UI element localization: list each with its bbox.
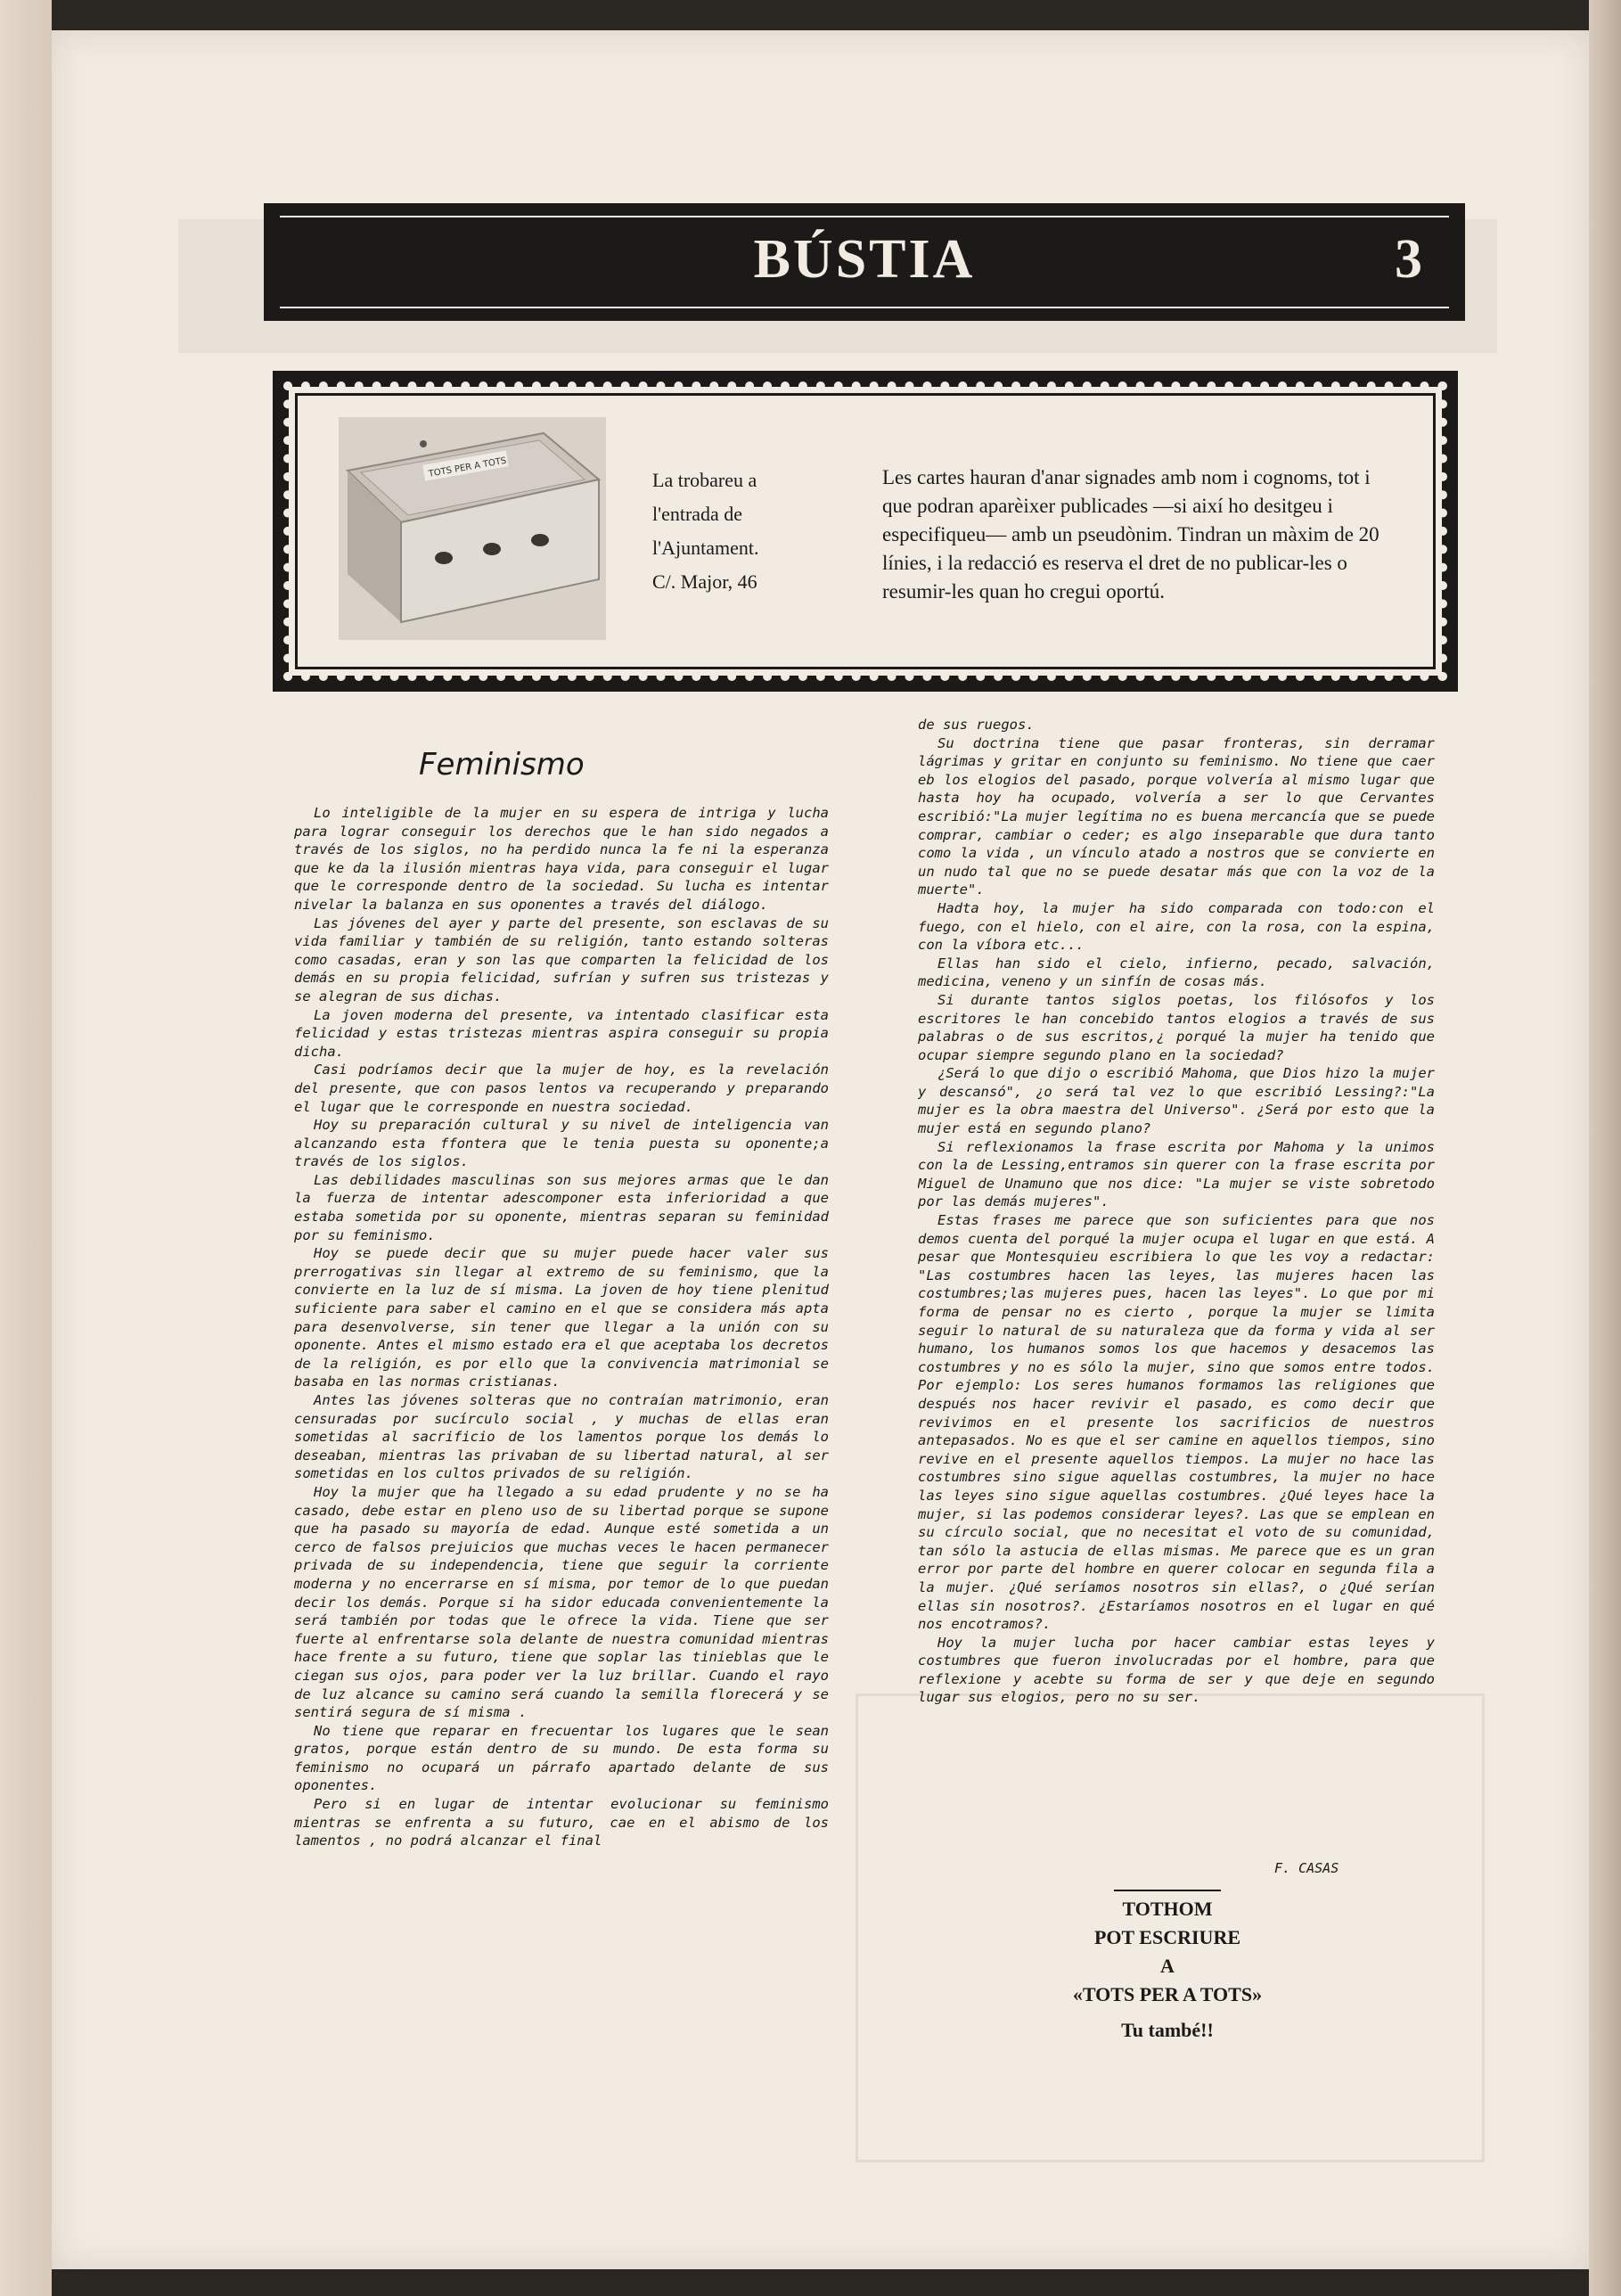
page-edge-left [0, 0, 52, 2296]
location-line: La trobareu a [652, 469, 757, 491]
article-paragraph: Las debilidades masculinas son sus mejores armas que le dan la fuerza de intentar adescomponer esta inferioridad a que estaba sometida por su oponente, mientras separan su feminidad por su feminismo. [294, 1171, 829, 1243]
callout-line: POT ESCRIURE [1093, 1926, 1241, 1948]
article-paragraph: Ellas han sido el cielo, infierno, pecado, salvación, medicina, veneno y un sinfín de cosas más. [918, 955, 1435, 990]
author-signature: F. CASAS [1274, 1860, 1339, 1876]
article-paragraph: Hoy la mujer lucha por hacer cambiar estas leyes y costumbres que fueron involucradas por el hombre, para que reflexione y acebte su forma de ser y que deje en segundo lugar sus elogios, pero no su ser. [918, 1634, 1435, 1706]
article-paragraph: Hadta hoy, la mujer ha sido comparada con todo:con el fuego, con el hielo, con el aire, con la rosa, con la espina, con la víbora etc... [918, 899, 1435, 954]
callout-line: TOTHOM [1122, 1898, 1213, 1920]
article-paragraph: Si reflexionamos la frase escrita por Mahoma y la unimos con la de Lessing,entramos sin querer con la frase escrita por Miguel de Unamuno que nos dice: "La mujer se viste sobretodo por las demás mujeres". [918, 1138, 1435, 1210]
section-header [264, 203, 1465, 321]
article-paragraph: Lo inteligible de la mujer en su espera de intriga y lucha para lograr conseguir los derechos que le han sido negados a través de los siglos, no ha perdido nunca la fe ni la esperanza que ke da la ilusión mientras haya vida, para conseguir el lugar que le corresponde dentro de la sociedad. Su lucha es intentar nivelar la balanza en sus oponentes a través del diálogo. [294, 805, 829, 913]
article-paragraph: Antes las jóvenes solteras que no contraían matrimonio, eran censuradas por sucírculo social , y muchas de ellas eran sometidas al sacrificio de los lamentos porque los demás lo deseaban, mientras las privaban de su libertad natural, al ser sometidas en los cultos privados de su religión. [294, 1392, 829, 1482]
section-title: BÚSTIA [753, 229, 976, 290]
article-paragraph: Casi podríamos decir que la mujer de hoy, es la revelación del presente, que con pasos lentos va recuperando y preparando el lugar que le corresponde en nuestra sociedad. [294, 1062, 829, 1115]
article-paragraph: Pero si en lugar de intentar evolucionar su feminismo mientras se enfrenta a su futuro, cae en el abismo de los lamentos , no podrá alcanzar el final [294, 1796, 829, 1849]
write-to-us-callout [1007, 1890, 1328, 2045]
page-edge-right [1589, 0, 1621, 2296]
article-paragraph: Las jóvenes del ayer y parte del presente, son esclavas de su vida familiar y también de su religión, tanto estando solteras como casadas, eran y son las que comparten la felicidad de los demás en su propia felicidad, sufrían y sufren sus tristezas y se alegran de sus dichas. [294, 914, 829, 1004]
callout-line: «TOTS PER A TOTS» [1072, 1983, 1263, 2005]
article-paragraph: No tiene que reparar en frecuentar los lugares que le sean gratos, porque están dentro de su mundo. De esta forma su feminismo no ocupará un párrafo apartado delante de sus oponentes. [294, 1722, 829, 1794]
location-line: l'Ajuntament. [652, 537, 759, 559]
article-paragraph: Si durante tantos siglos poetas, los filósofos y los escritores le han concebido tantos elogios a través de sus palabras o de sus escritos,¿ porqué la mujer ha tenido que ocupar siempre segundo plano en la sociedad? [918, 991, 1435, 1063]
callout-line: Tu també!! [1121, 2019, 1214, 2041]
submission-rules: Les cartes hauran d'anar signades amb nom i cognoms, tot i que podran aparèixer publicades —si així ho desitgeu i especifiqueu— amb un pseudònim. Tindran un màxim de 20 línies, i la redacció es reserva el dret de no publicar-les o resumir-les quan ho cregui oportú. [882, 466, 1379, 603]
mailbox-photo [339, 417, 606, 640]
article-paragraph: Hoy se puede decir que su mujer puede hacer valer sus prerrogativas sin llegar al extremo de su feminismo, que la convierte en la luz de sí misma. La joven de hoy tiene plenitud suficiente para saber el camino en el que se considera más apta para desenvolverse, sin tener que llegar a la unión con su oponente. Antes el mismo estado era el que aceptaba los decretos de la religión, es por ello que la convivencia matrimonial se basaba en las normas cristianas. [294, 1245, 829, 1390]
article-paragraph: Hoy su preparación cultural y su nivel de inteligencia van alcanzando esta ffontera que le tenia puesta su oponente;a través de los siglos. [294, 1117, 829, 1170]
article-title: Feminismo [419, 747, 585, 783]
page-number: 3 [1395, 229, 1422, 290]
location-line: C/. Major, 46 [652, 570, 757, 593]
article-paragraph: Hoy la mujer que ha llegado a su edad prudente y no se ha casado, debe estar en pleno uso de su libertad porque se supone que ha pasado su mayoría de edad. Aunque esté sometida a un cerco de falsos prejuicios que muchas veces le hacen permanecer privada de su independencia, tiene que seguir la corriente moderna y no encerrarse en sí misma, por temor de lo que puedan decir los demás. Porque si ha sidor educada convenientemente la será también por todas que le ofrece la vida. Tiene que ser fuerte al enfrentarse sola delante de nuestra comunidad mientras hace frente a su futuro, tiene que soplar las tinieblas que le ciegan sus ojos, para poder ver la luz brillar. Cuando el rayo de luz alcance su camino será cuando la semilla florecerá y se sentirá segura de sí misma . [294, 1483, 829, 1721]
article-paragraph: ¿Será lo que dijo o escribió Mahoma, que Dios hizo la mujer y descansó", ¿o será tal vez lo que escribió Lessing?:"La mujer es la obra maestra del Universo". ¿Será por esto que la mujer está en segundo plano? [918, 1065, 1435, 1137]
article-column-left [294, 804, 829, 2034]
article-column-right [918, 716, 1435, 1843]
article-paragraph: La joven moderna del presente, va intentado clasificar esta felicidad y estas tristezas mientras aspira conseguir su propia dicha. [294, 1006, 829, 1060]
callout-line: A [1160, 1955, 1175, 1977]
mailbox-label: TOTS PER A TOTS [428, 455, 508, 480]
location-info [652, 463, 813, 599]
article-paragraph: Su doctrina tiene que pasar fronteras, sin derramar lágrimas y gritar en conjunto su feminismo. No tiene que caer eb los elogios del pasado, porque volvería al mismo lugar que hasta hoy ha ocupado, volvería a ser lo que Cervantes escribió:"La mujer legítima no es buena mercancía que se puede comprar, cambiar o ceder; es algo inseparable que dura tanto como la vida , un vínculo atado a nostros que se convierte en un nudo tal que no se puede desatar más que con la voz de la muerte". [918, 734, 1435, 898]
article-paragraph: Estas frases me parece que son suficientes para que nos demos cuenta del porqué la mujer ocupa el lugar en que está. A pesar que Montesquieu escribiera lo que les voy a redactar: "Las costumbres hacen las leyes, las mujeres hacen las costumbres;las mujeres pues, hacen las leyes". Lo que por mi forma de pensar no es cierto , porque la mujer se limita seguir lo natural de su naturaleza que da forma y vida al ser humano, los humanos somos los que hacemos y desacemos las costumbres y no es sólo la mujer, sino que somos entre todos. Por ejemplo: Los seres humanos formamos las religiones que después nos hacer revivir el pasado, es como decir que revivimos en el presente los sacrificios de nuestros antepasados. No es que el ser camine en aquellos tiempos, sino revive en el presente aquellos tiempos. La mujer no hace las costumbres sino sigue aquellas costumbres, la mujer no hace las leyes sino sigue aquellas costumbres. ¿Qué leyes hace la mujer, si las podemos considerar leyes?. Las que se emplean en su círculo social, que no necesitat el voto de su comunidad, tan sólo la astucia de ellas mismas. Me parece que es un gran error por parte del hombre en querer colocar en segunda fila a la mujer. ¿Qué seríamos nosotros sin ellas?, o ¿Qué serían ellas sin nosotros?. ¿Estaríamos nosotros en el lugar en qué nos encotramos?. [918, 1212, 1435, 1633]
header-rule-top [280, 216, 1449, 217]
location-line: l'entrada de [652, 503, 743, 525]
article-paragraph: de sus ruegos. [918, 717, 1035, 733]
header-rule-bottom [280, 307, 1449, 308]
callout-rule [1114, 1890, 1221, 1891]
